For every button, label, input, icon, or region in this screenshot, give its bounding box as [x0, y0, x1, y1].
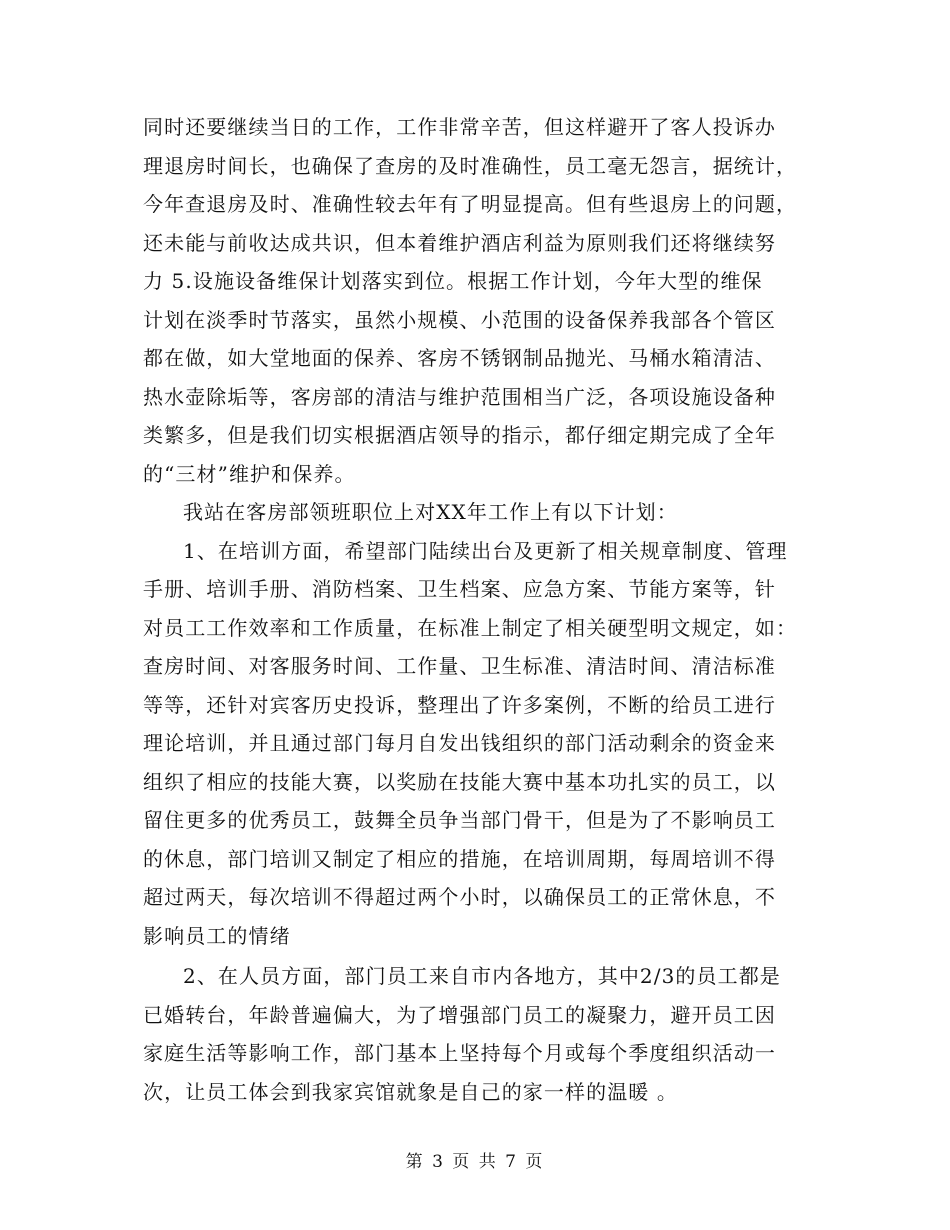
paragraph-staffing-plan: 2、在人员方面，部门员工来自市内各地方，其中2/3的员工都是 已婚转台，年龄普遍偏大，为了增强部门员工的凝聚力，避开员工因 家庭生活等影响工作，部门基本上坚持每个月或每个季度组织活动一 次，让员工体会到我家宾馆就象是自己的家一样的温暖 。 [143, 964, 781, 1104]
page-number-footer: 第 3 页 共 7 页 [405, 1152, 545, 1172]
paragraph-training-plan: 1、在培训方面，希望部门陆续出台及更新了相关规章制度、管理 手册、培训手册、消防档案、卫生档案、应急方案、节能方案等，针 对员工工作效率和工作质量，在标准上制定了相关硬型明文规定，如： 查房时间、对客服务时间、工作量、卫生标准、清洁时间、清洁标准 等等，还针对宾客历史投诉，整理出了许多案例，不断的给员工进行 理论培训，并且通过部门每月自发出钱组织的部门活动剩余的资金来 组织了相应的技能大赛，以奖励在技能大赛中基本功扎实的员工，以 留住更多的优秀员工，鼓舞全员争当部门骨干，但是为了不影响员工 的休息，部门培训又制定了相应的措施，在培训周期，每周培训不得 超过两天，每次培训不得超过两个小时，以确保员工的正常休息，不 影响员工的情绪 [143, 538, 798, 948]
document-body [143, 108, 807, 1111]
paragraph-plan-intro: 我站在客房部领班职位上对XX年工作上有以下计划： [183, 500, 678, 524]
paragraph-facility-maintenance: 同时还要继续当日的工作，工作非常辛苦，但这样避开了客人投诉办 理退房时间长，也确保了查房的及时准确性，员工毫无怨言，据统计， 今年查退房及时、准确性较去年有了明显提高。但有些退房上的问题， 还未能与前收达成共识，但本着维护酒店利益为原则我们还将继续努 力 5.设施设备维保计划落实到位。根据工作计划，今年大型的维保 计划在淡季时节落实，虽然小规模、小范围的设备保养我部各个管区 都在做，如大堂地面的保养、客房不锈钢制品抛光、马桶水箱清洁、 热水壶除垢等，客房部的清洁与维护范围相当广泛，各项设施设备种 类繁多，但是我们切实根据酒店领导的指示，都仔细定期完成了全年 的“三材”维护和保养。 [143, 115, 798, 486]
